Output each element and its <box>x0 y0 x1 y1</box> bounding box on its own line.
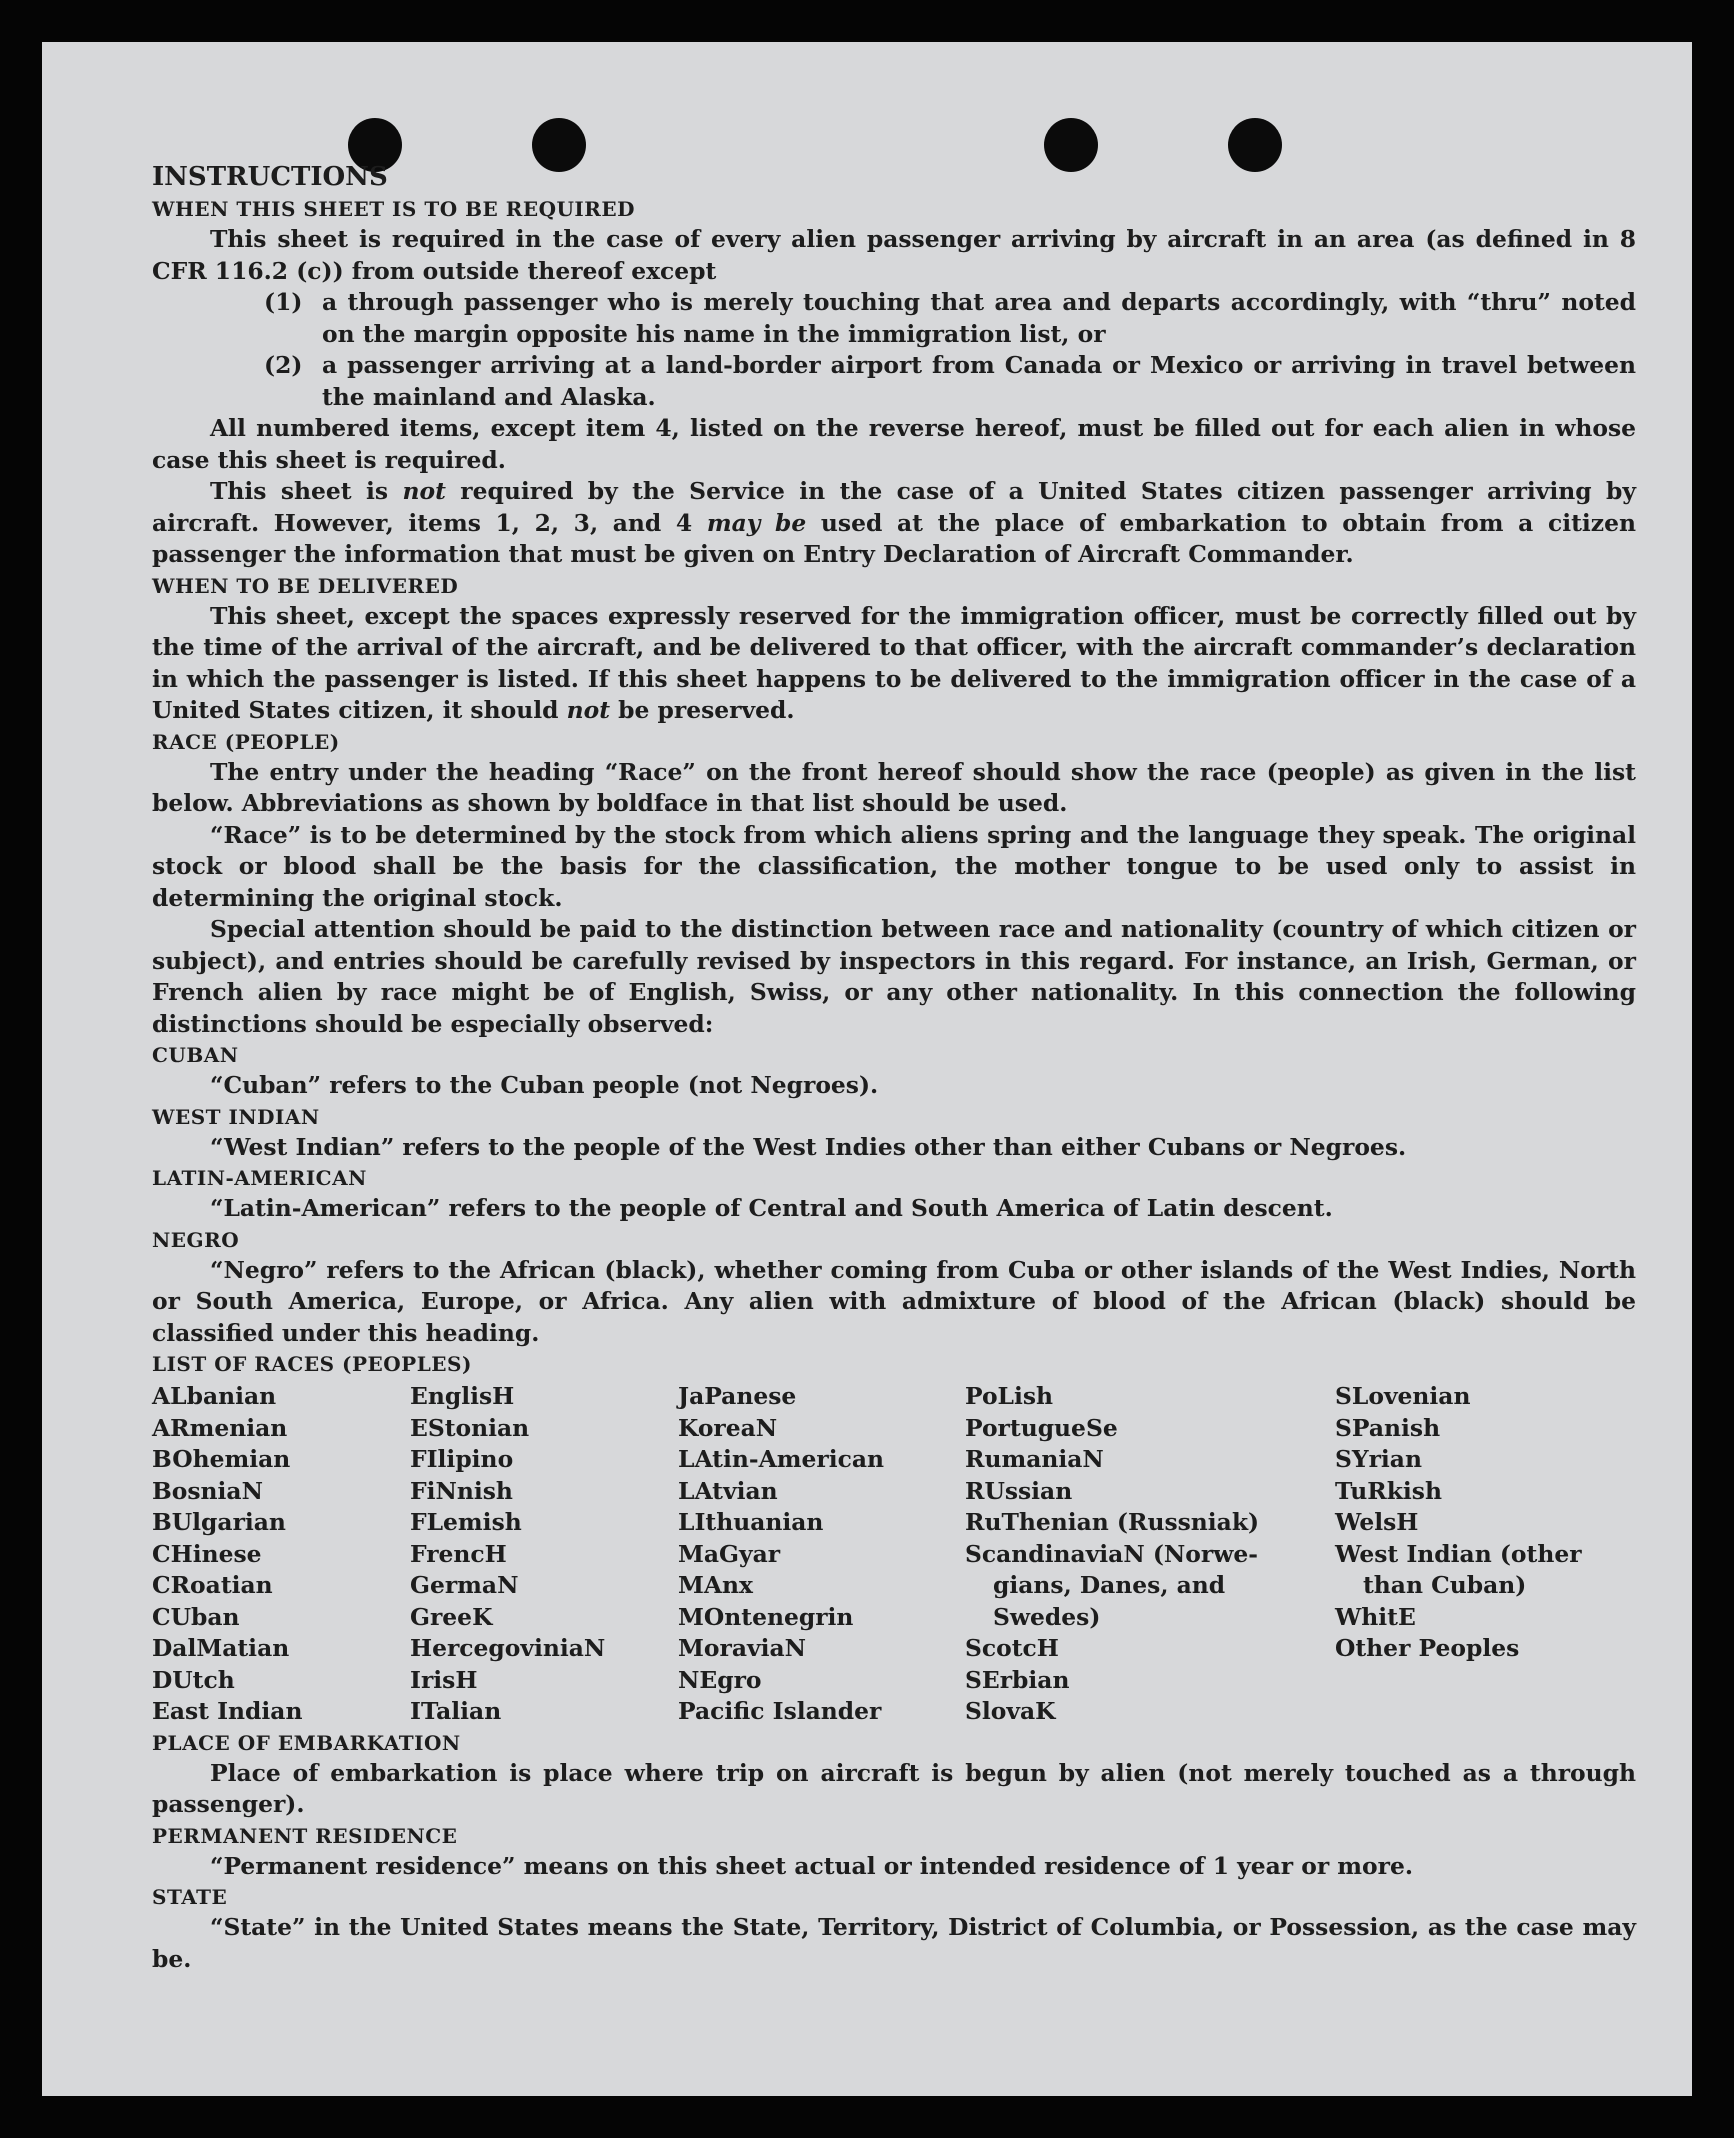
race-entry: ARmenian <box>152 1413 288 1442</box>
race-entry: JaPanese <box>678 1382 797 1410</box>
cuban-text: “Cuban” refers to the Cuban people (not Negroes). <box>210 1071 879 1099</box>
document-sheet <box>42 42 1692 2096</box>
race-entry: MoraviaN <box>678 1634 806 1662</box>
citizen-text-1: This sheet is <box>210 477 403 505</box>
races-list <box>152 1381 1636 1728</box>
races-column-3 <box>678 1381 965 1728</box>
race-entry: DalMatian <box>152 1634 290 1662</box>
race-entry: ScandinaviaN (Norwe- <box>965 1539 1258 1568</box>
race-entry: ITalian <box>410 1697 502 1725</box>
race-entry: BosniaN <box>152 1476 263 1505</box>
section-heading-negro: NEGRO <box>152 1227 240 1252</box>
race-entry: FiNnish <box>410 1476 513 1505</box>
race-entry: KoreaN <box>678 1413 778 1442</box>
latin-american-text: “Latin-American” refers to the people of Central and South America of Latin descent. <box>210 1194 1333 1222</box>
race-entry: LIthuanian <box>678 1508 824 1536</box>
required-intro: This sheet is required in the case of every alien passenger arriving by aircraft in an area (as defined in 8 CFR 116.2 (c)) from outside thereof except <box>152 225 1636 285</box>
race-entry: GermaN <box>410 1571 519 1599</box>
numbered-items-paragraph: All numbered items, except item 4, listed on the reverse hereof, must be filled out for each alien in whose case this sheet is required. <box>152 414 1636 474</box>
race-entry: SYrian <box>1335 1445 1422 1473</box>
exception-text: a through passenger who is merely touching that area and departs accordingly, with “thru” noted on the margin opposite his name in the immigration list, or <box>322 288 1636 348</box>
race-entry: MaGyar <box>678 1539 781 1568</box>
exception-item <box>264 350 1636 413</box>
exception-number: (2) <box>264 351 303 379</box>
race-entry: BUlgarian <box>152 1508 286 1536</box>
race-entry: BOhemian <box>152 1445 291 1473</box>
races-column-2 <box>410 1381 678 1728</box>
embarkation-text: Place of embarkation is place where trip on aircraft is begun by alien (not merely touched as a through passenger). <box>152 1758 1636 1818</box>
section-heading-latin-american: LATIN-AMERICAN <box>152 1166 367 1190</box>
race-paragraph-1: The entry under the heading “Race” on the front hereof should show the race (people) as given in the list below. Abbreviations as shown by boldface in that list should be used. <box>152 757 1636 817</box>
section-heading-required: WHEN THIS SHEET IS TO BE REQUIRED <box>152 197 635 221</box>
instructions-title: INSTRUCTIONS <box>152 162 388 192</box>
exception-item <box>264 287 1636 350</box>
race-entry: RuThenian (Russniak) <box>965 1508 1260 1536</box>
state-text: “State” in the United States means the State, Territory, District of Columbia, or Possession, as the case may be. <box>152 1913 1636 1973</box>
race-entry: CUban <box>152 1602 240 1631</box>
race-entry: Pacific Islander <box>678 1697 882 1725</box>
race-entry: MAnx <box>678 1571 753 1599</box>
residence-text: “Permanent residence” means on this sheet actual or intended residence of 1 year or more. <box>210 1851 1413 1880</box>
race-entry: SPanish <box>1335 1413 1441 1442</box>
race-entry: SlovaK <box>965 1697 1056 1725</box>
race-entry: SLovenian <box>1335 1382 1471 1410</box>
citizen-text-3: used at the place of embarkation to obtain from a citizen passenger the information that must be given on Entry Declaration of Aircraft Commander. <box>152 508 1636 568</box>
negro-text: “Negro” refers to the African (black), whether coming from Cuba or other islands of the West Indies, North or South America, Europe, or Africa. Any alien with admixture of blood of the African (black) should be classified under this heading. <box>152 1255 1636 1347</box>
citizen-paragraph <box>152 476 1636 571</box>
race-entry: PortugueSe <box>965 1413 1118 1442</box>
race-entry: ALbanian <box>152 1382 277 1410</box>
race-entry: IrisH <box>410 1665 478 1694</box>
race-entry: ScotcH <box>965 1634 1059 1662</box>
race-paragraph-2: “Race” is to be determined by the stock from which aliens spring and the language they speak. The original stock or blood shall be the basis for the classification, the mother tongue to be used only to assist in determining the original stock. <box>152 820 1636 912</box>
race-entry: CHinese <box>152 1539 262 1568</box>
citizen-text-may-be: may be <box>706 508 807 537</box>
delivered-text-not: not <box>566 696 611 724</box>
section-heading-races-list: LIST OF RACES (PEOPLES) <box>152 1352 472 1376</box>
races-column-4 <box>965 1381 1335 1728</box>
race-entry: WhitE <box>1335 1602 1416 1631</box>
race-entry: than Cuban) <box>1363 1571 1527 1599</box>
section-heading-cuban: CUBAN <box>152 1043 239 1067</box>
race-entry: West Indian (other <box>1335 1539 1582 1568</box>
exception-text: a passenger arriving at a land-border airport from Canada or Mexico or arriving in travel between the mainland and Alaska. <box>322 351 1636 411</box>
section-heading-race: RACE (PEOPLE) <box>152 729 340 754</box>
race-entry: WelsH <box>1335 1508 1419 1536</box>
west-indian-text: “West Indian” refers to the people of the West Indies other than either Cubans or Negroes. <box>210 1132 1407 1161</box>
race-entry: FLemish <box>410 1508 522 1536</box>
race-entry: NEgro <box>678 1665 762 1694</box>
race-entry: MOntenegrin <box>678 1602 854 1631</box>
race-entry: gians, Danes, and <box>993 1571 1226 1599</box>
race-entry: EnglisH <box>410 1382 515 1410</box>
race-entry: GreeK <box>410 1602 493 1631</box>
section-heading-delivered: WHEN TO BE DELIVERED <box>152 573 459 598</box>
citizen-text-not: not <box>402 477 446 505</box>
race-entry: DUtch <box>152 1665 235 1694</box>
race-entry: SErbian <box>965 1665 1070 1694</box>
delivered-text-1: This sheet, except the spaces expressly reserved for the immigration officer, must be correctly filled out by the time of the arrival of the aircraft, and be delivered to that officer, with the aircraft commander’s declaration in which the passenger is listed. If this sheet happens to be delivered to the immigration officer in the case of a United States citizen, it should <box>152 601 1636 724</box>
race-entry: FrencH <box>410 1539 507 1568</box>
section-heading-state: STATE <box>152 1885 228 1909</box>
race-entry: RumaniaN <box>965 1445 1104 1473</box>
race-entry: EStonian <box>410 1413 530 1442</box>
race-entry: RUssian <box>965 1476 1073 1505</box>
races-column-1 <box>152 1381 410 1728</box>
races-column-5 <box>1335 1381 1597 1728</box>
section-heading-embarkation: PLACE OF EMBARKATION <box>152 1730 461 1755</box>
race-entry: LAtin-American <box>678 1445 884 1473</box>
race-entry: PoLish <box>965 1382 1054 1410</box>
race-entry: LAtvian <box>678 1476 778 1505</box>
race-entry: TuRkish <box>1335 1476 1442 1505</box>
delivered-text-2: be preserved. <box>610 696 795 724</box>
race-entry: Other Peoples <box>1335 1634 1520 1662</box>
section-heading-residence: PERMANENT RESIDENCE <box>152 1823 458 1848</box>
exception-number: (1) <box>264 288 303 316</box>
race-entry: FIlipino <box>410 1445 514 1473</box>
race-paragraph-3: Special attention should be paid to the distinction between race and nationality (country of which citizen or subject), and entries should be carefully revised by inspectors in this regard. For instance, an Irish, German, or French alien by race might be of English, Swiss, or any other nationality. In this connection the following distinctions should be especially observed: <box>152 915 1636 1038</box>
instructions-body <box>152 160 1636 1975</box>
race-entry: HercegoviniaN <box>410 1634 606 1662</box>
section-heading-west-indian: WEST INDIAN <box>152 1104 320 1129</box>
race-entry: CRoatian <box>152 1571 273 1599</box>
delivered-paragraph <box>152 601 1636 727</box>
race-entry: Swedes) <box>993 1602 1101 1631</box>
race-entry: East Indian <box>152 1697 303 1725</box>
citizen-text-2: required by the Service in the case of a United States citizen passenger arriving by aircraft. However, items 1, 2, 3, and 4 <box>152 477 1636 537</box>
